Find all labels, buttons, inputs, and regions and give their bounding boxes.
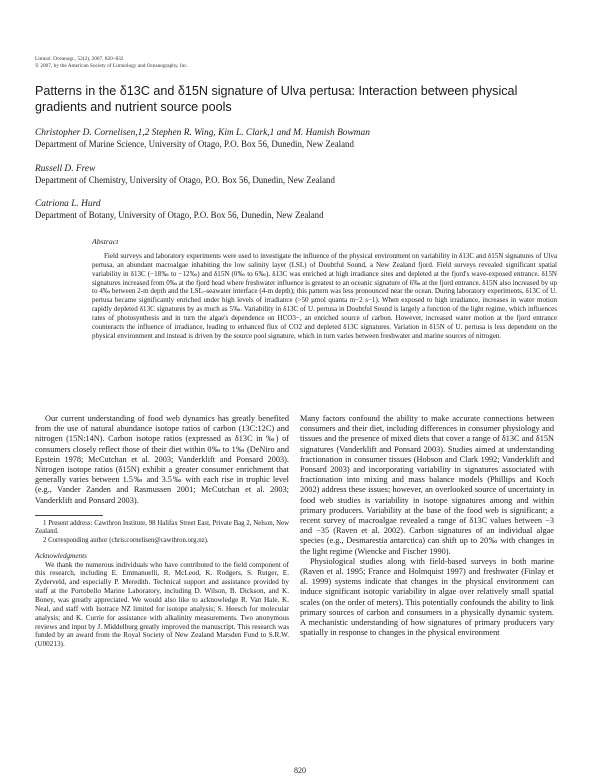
- author-names: Christopher D. Cornelisen,1,2 Stephen R. Wing, Kim L. Clark,1 and M. Hamish Bowman: [35, 128, 370, 138]
- footnote-divider: [35, 515, 103, 516]
- footnote-1: 1 Present address: Cawthron Institute, 98 Halifax Street East, Private Bag 2, Nelson, New Zealand.: [35, 519, 289, 536]
- author-names: Catriona L. Hurd: [35, 199, 101, 209]
- author-affiliation: Department of Botany, University of Otago, P.O. Box 56, Dunedin, New Zealand: [35, 210, 324, 220]
- journal-copyright-line: © 2007, by the American Society of Limnology and Oceanography, Inc.: [35, 62, 188, 69]
- acknowledgments-heading: Acknowledgments: [35, 551, 87, 560]
- author-affiliation: Department of Marine Science, University of Otago, P.O. Box 56, Dunedin, New Zealand: [35, 139, 354, 149]
- author-block-3: [35, 199, 575, 221]
- author-block-2: [35, 164, 575, 186]
- right-column: [300, 414, 554, 638]
- journal-citation: [35, 56, 188, 69]
- abstract-text: Field surveys and laboratory experiments were used to investigate the influence of the physical environment on variability in δ13C and δ15N signatures of Ulva pertusa, an abundant macroalgae inhabiting the low salinity layer (LSL) of Doubtful Sound, a New Zealand fjord. Field surveys revealed significant spatial variability in δ13C (−18‰ to −12‰) and δ15N (0‰ to 6‰). δ13C was enriched at high irradiance sites and depleted at the fjord's wave-exposed entrance. δ15N signatures increased from 0‰ at the fjord head where freshwater influence is greatest to an oceanic signature of 6‰ at the fjord entrance. δ15N also increased by up to 4‰ between 2-m depth and the LSL–seawater interface (4-m depth); this pattern was less pronounced near the ocean. During laboratory experiments, δ13C of U. pertusa became significantly enriched under high levels of irradiance (>50 μmol quanta m−2 s−1). When exposed to high irradiance, increases in water motion rapidly depleted δ13C signatures by as much as 5‰. Variability in δ13C of U. pertusa in Doubtful Sound is largely a function of the light regime, which influences rates of photosynthesis and in turn the algae's dependence on HCO3−, an enriched source of carbon. However, increased water motion at the fjord entrance counteracts the influence of irradiance, leading to enhanced flux of CO2 and depleted δ13C signatures. Variation in δ15N of U. pertusa is less dependent on the physical environment and instead is driven by the source pool signature, which in turn varies between freshwater and marine sources of nitrogen.: [92, 252, 557, 340]
- intro-paragraph: Our current understanding of food web dynamics has greatly benefited from the use of natural abundance isotope ratios of carbon (13C:12C) and nitrogen (15N:14N). Carbon isotope ratios (expressed as δ13C in ‰) of consumers closely reflect those of their diet within 0‰ to 1‰ (DeNiro and Epstein 1978; McCutchan et al. 2003; Vanderklift and Ponsard 2003). Nitrogen isotope ratios (δ15N) exhibit a greater consumer enrichment that generally varies between 1.5‰ and 3.5‰ with each rise in trophic level (e.g., Vander Zanden and Rasmussen 2001; McCutchan et al. 2003; Vanderklift and Ponsard 2003).: [35, 414, 289, 505]
- author-affiliation: Department of Chemistry, University of Otago, P.O. Box 56, Dunedin, New Zealand: [35, 175, 335, 185]
- body-paragraph-2: Physiological studies along with field-based surveys in both marine (Raven et al. 1995; France and Holmquist 1997) and freshwater (Finlay et al. 1999) systems indicate that changes in the physical environment can induce significant isotopic variability in algae over relatively small spatial scales (on the order of meters). This potentially confounds the ability to link primary sources of carbon and consumers in a physically dynamic system. A mechanistic understanding of how signatures of primary producers vary spatially in response to changes in the physical environment: [300, 556, 554, 638]
- abstract-heading: Abstract: [92, 237, 119, 246]
- author-names: Russell D. Frew: [35, 164, 96, 174]
- footnote-2: 2 Corresponding author (chris.cornelisen@cawthron.org.nz).: [43, 537, 209, 545]
- page-number: 820: [294, 766, 306, 775]
- acknowledgments-text: We thank the numerous individuals who have contributed to the field component of this research, including E. Emmanuelli, R. McLeod, K. Rodgers, S. Rutger, E. Zyderveld, and especially P. Meredith. Technical support and assistance provided by staff at the Portobello Marine Laboratory, including D. Wilson, B. Dickson, and K. Boney, was greatly appreciated. We would also like to acknowledge R. Van Hale, K. Neal, and staff with Isotrace NZ limited for isotope analysis; S. Heesch for molecular analysis; and K. Currie for assistance with alkalinity measurements. Two anonymous reviews and input by J. Middelburg greatly improved the manuscript. This research was funded by an award from the Royal Society of New Zealand Marsden Fund to S.R.W. (U00213).: [35, 560, 289, 649]
- body-paragraph-1: Many factors confound the ability to make accurate connections between consumers and their diet, including differences in consumer physiology and tissues and the presence of mixed diets that cover a range of δ13C and δ15N signatures (Vanderklift and Ponsard 2003). Studies aimed at understanding fractionation in consumer tissues (Hobson and Clark 1992; Vanderklift and Ponsard 2003) and incorporating variability in signatures associated with fractionation into mixing and mass balance models (Phillips and Koch 2002) address these issues; however, an overlooked source of uncertainty in food web studies is variability in isotope signatures among and within primary producers. Variability at the base of the food web is significant; a recent survey of macroalgae revealed a range of δ13C values between −3 and −35 (Raven et al. 2002). Carbon signatures of an individual algae species (e.g., Desmarestia antarctica) can shift up to 20‰ with changes in the light regime (Wiencke and Fischer 1990).: [300, 414, 554, 556]
- journal-citation-line: Limnol. Oceanogr., 52(2), 2007, 820–832: [35, 56, 124, 62]
- left-column: [35, 414, 289, 649]
- article-title: Patterns in the δ13C and δ15N signature of Ulva pertusa: Interaction between physical gradients and nutrient source pools: [35, 84, 518, 114]
- author-block-1: [35, 128, 575, 150]
